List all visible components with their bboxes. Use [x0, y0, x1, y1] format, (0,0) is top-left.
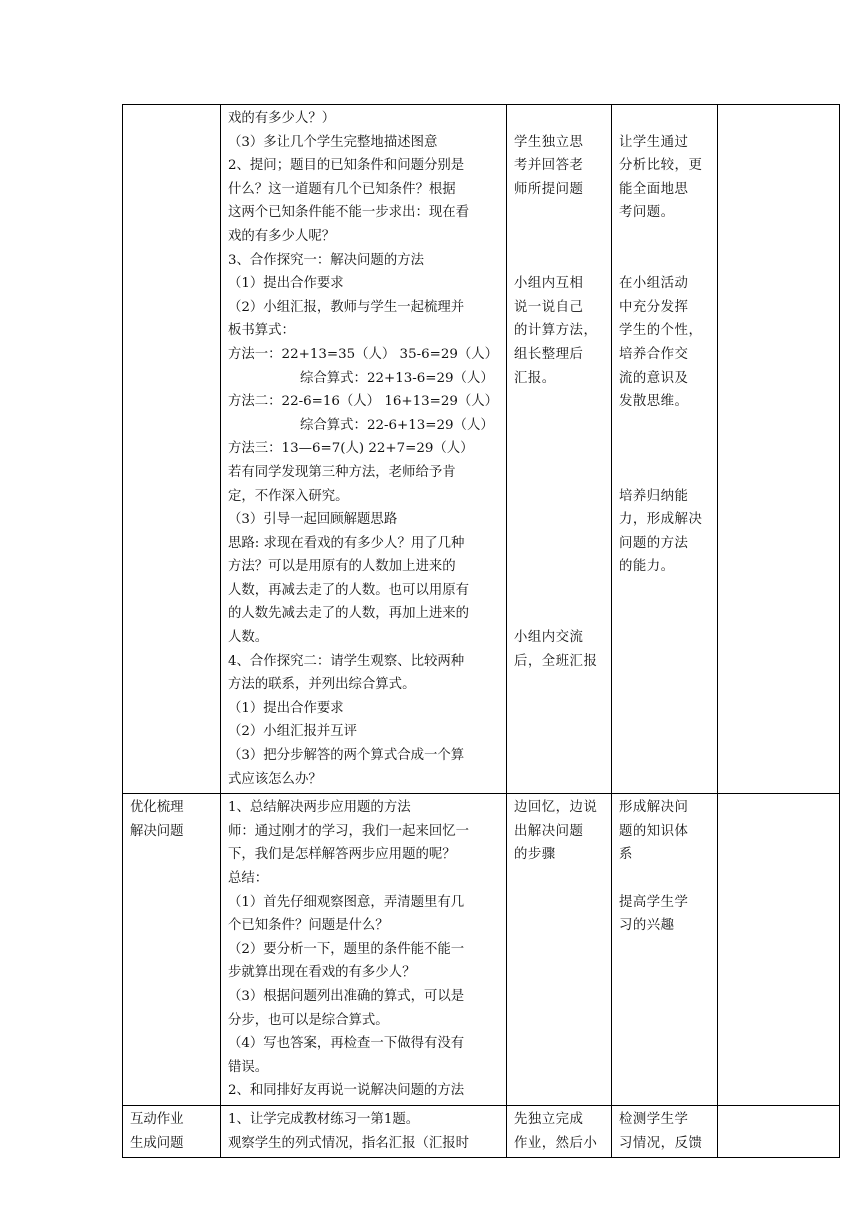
process-line: （2）要分析一下，题里的条件能不能一	[228, 941, 465, 957]
stage-cell	[123, 794, 221, 1106]
process-line: （3）把分步解答的两个算式合成一个算	[228, 748, 465, 764]
design-intent-cell	[612, 794, 718, 1106]
intent-line: 问题的方法	[619, 535, 689, 551]
intent-line: 考问题。	[619, 205, 675, 221]
intent-line: 流的意识及	[619, 370, 689, 386]
process-line: 思路: 求现在看戏的有多少人？用了几种	[228, 535, 465, 551]
intent-line: 培养归纳能	[619, 488, 689, 504]
process-line: （3）根据问题列出准确的算式，可以是	[228, 988, 465, 1004]
student-line: 小组内互相	[514, 276, 584, 292]
process-line: 3、合作探究一：解决问题的方法	[228, 252, 424, 268]
process-line: （1）提出合作要求	[228, 276, 344, 292]
process-line: （3）引导一起回顾解题思路	[228, 512, 398, 528]
stage-cell	[123, 1105, 221, 1157]
process-line: （2）小组汇报，教师与学生一起梳理并	[228, 299, 465, 315]
stage-label: 生成问题	[130, 1135, 184, 1151]
intent-line: 培养合作交	[619, 346, 689, 362]
intent-line: 提高学生学	[619, 894, 689, 910]
student-line: 组长整理后	[514, 346, 584, 362]
process-line: 戏的有多少人？）	[228, 111, 336, 126]
stage-label: 互动作业	[130, 1111, 184, 1127]
process-line: 4、合作探究二：请学生观察、比较两种	[228, 653, 465, 669]
process-line: 人数。	[228, 630, 269, 646]
intent-line: 习的兴趣	[619, 918, 675, 934]
table-row	[123, 1105, 840, 1157]
intent-line: 习情况，反馈	[619, 1135, 703, 1151]
process-line: 2、提问；题目的已知条件和问题分别是	[228, 158, 465, 174]
intent-line: 中充分发挥	[619, 299, 689, 315]
student-line: 作业，然后小	[514, 1135, 598, 1151]
process-line: （1）提出合作要求	[228, 700, 344, 716]
student-line: 边回忆，边说	[514, 800, 598, 816]
notes-cell	[718, 1105, 840, 1157]
intent-line: 让学生通过	[619, 134, 689, 150]
student-line: 出解决问题	[514, 823, 584, 839]
student-line: 的步骤	[514, 847, 556, 863]
student-line: 说一说自己	[514, 299, 584, 315]
process-line: 总结：	[228, 871, 269, 886]
process-line: 方法二：22-6=16（人） 16+13=29（人）	[228, 394, 499, 410]
process-line: 综合算式：22-6+13=29（人）	[300, 417, 494, 433]
intent-line: 发散思维。	[619, 394, 689, 410]
process-line: 1、总结解决两步应用题的方法	[228, 800, 411, 816]
process-line: 步就算出现在看戏的有多少人？	[228, 965, 416, 981]
process-line: （4）写也答案，再检查一下做得有没有	[228, 1036, 465, 1052]
process-line: （2）小组汇报并互评	[228, 724, 358, 740]
process-line: 方法？可以是用原有的人数加上进来的	[228, 559, 456, 575]
process-line: 2、和同排好友再说一说解决问题的方法	[228, 1083, 465, 1099]
process-cell	[221, 794, 507, 1106]
stage-cell	[123, 105, 221, 794]
design-intent-cell	[612, 105, 718, 794]
intent-line: 分析比较，更	[619, 158, 703, 174]
process-line: 综合算式：22+13-6=29（人）	[300, 370, 494, 386]
process-line: （3）多让几个学生完整地描述图意	[228, 134, 438, 150]
process-line: 戏的有多少人呢？	[228, 228, 336, 244]
process-line: 观察学生的列式情况，指名汇报（汇报时	[228, 1135, 470, 1151]
process-line: 的人数先减去走了的人数，再加上进来的	[228, 606, 470, 622]
student-line: 考并回答老	[514, 158, 584, 174]
stage-label: 解决问题	[130, 823, 184, 839]
process-line: 若有同学发现第三种方法，老师给予肯	[228, 464, 456, 480]
stage-label: 优化梳理	[130, 800, 184, 816]
student-line: 小组内交流	[514, 630, 584, 646]
process-line: 方法一：22+13=35（人） 35-6=29（人）	[228, 346, 499, 362]
student-line: 后，全班汇报	[514, 653, 598, 669]
process-line: 定，不作深入研究。	[228, 488, 349, 504]
process-line: 式应该怎么办？	[228, 771, 322, 787]
student-line: 师所提问题	[514, 181, 584, 197]
process-line: 1、让学完成教材练习一第1题。	[228, 1111, 420, 1127]
process-line: 方法三：13—6=7(人) 22+7=29（人）	[228, 441, 474, 457]
student-line: 学生独立思	[514, 134, 584, 150]
process-line: 师：通过刚才的学习，我们一起来回忆一	[228, 823, 470, 839]
notes-cell	[718, 794, 840, 1106]
process-line: （1）首先仔细观察图意，弄清题里有几	[228, 894, 465, 910]
student-line: 汇报。	[514, 370, 556, 386]
design-intent-cell	[612, 1105, 718, 1157]
student-activity-cell	[507, 1105, 612, 1157]
notes-cell	[718, 105, 840, 794]
process-line: 方法的联系，并列出综合算式。	[228, 677, 416, 693]
student-activity-cell	[507, 105, 612, 794]
intent-line: 的能力。	[619, 559, 675, 575]
intent-line: 检测学生学	[619, 1111, 689, 1127]
process-line: 什么？这一道题有几个已知条件？根据	[228, 181, 456, 197]
table-row	[123, 794, 840, 1106]
intent-line: 系	[619, 847, 633, 863]
student-line: 的计算方法，	[514, 323, 598, 339]
process-line: 错误。	[228, 1059, 269, 1075]
student-line: 先独立完成	[514, 1111, 584, 1127]
intent-line: 在小组活动	[619, 276, 689, 292]
process-cell	[221, 105, 507, 794]
lesson-plan-table	[122, 104, 840, 1158]
process-line: 这两个已知条件能不能一步求出：现在看	[228, 205, 470, 221]
process-line: 分步，也可以是综合算式。	[228, 1012, 389, 1028]
process-line: 板书算式：	[228, 323, 295, 339]
intent-line: 能全面地思	[619, 181, 689, 197]
process-line: 人数，再减去走了的人数。也可以用原有	[228, 582, 470, 598]
process-line: 个已知条件？问题是什么？	[228, 918, 389, 934]
intent-line: 形成解决问	[619, 800, 689, 816]
intent-line: 题的知识体	[619, 823, 689, 839]
intent-line: 学生的个性，	[619, 323, 703, 339]
process-line: 下，我们是怎样解答两步应用题的呢？	[228, 847, 456, 863]
student-activity-cell	[507, 794, 612, 1106]
intent-line: 力，形成解决	[619, 512, 703, 528]
table-row	[123, 105, 840, 794]
process-cell	[221, 1105, 507, 1157]
